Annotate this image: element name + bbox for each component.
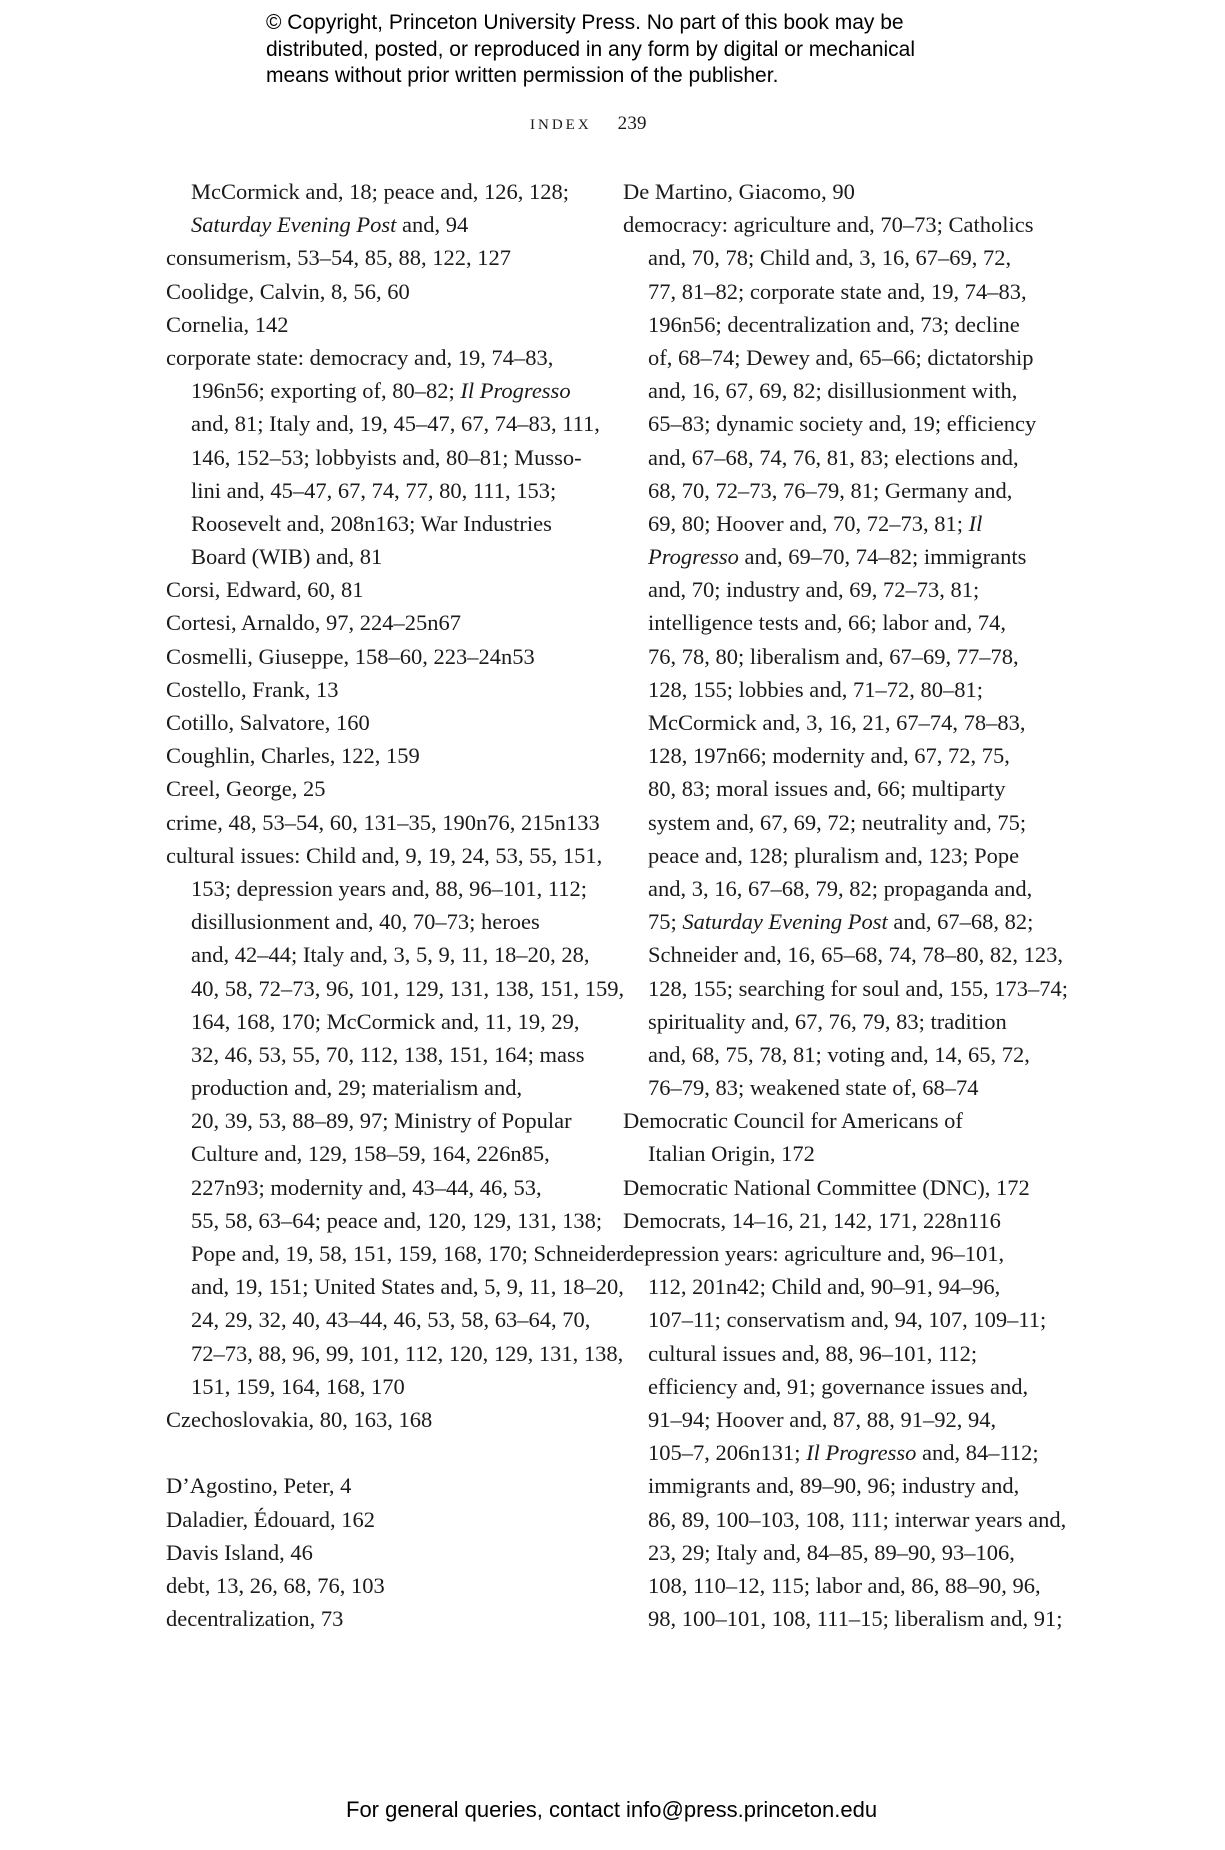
index-line: Schneider and, 16, 65–68, 74, 78–80, 82, 123, — [648, 942, 1063, 968]
index-line: Corsi, Edward, 60, 81 — [166, 577, 364, 603]
index-line: Culture and, 129, 158–59, 164, 226n85, — [191, 1141, 550, 1167]
index-line: Democrats, 14–16, 21, 142, 171, 228n116 — [623, 1207, 1001, 1233]
index-line: cultural issues: Child and, 9, 19, 24, 53, 55, 151, — [166, 842, 603, 868]
index-line: 128, 197n66; modernity and, 67, 72, 75, — [648, 743, 1010, 769]
index-text: 75; — [648, 909, 683, 935]
index-line: Democratic National Committee (DNC), 172 — [623, 1174, 1030, 1200]
index-gap — [166, 1436, 586, 1469]
index-line: 55, 58, 63–64; peace and, 120, 129, 131, 138; — [191, 1207, 603, 1233]
index-line: and, 70, 78; Child and, 3, 16, 67–69, 72, — [648, 245, 1012, 271]
index-text: and, 67–68, 82; — [887, 909, 1034, 935]
index-column-left — [166, 175, 625, 1635]
page-number: 239 — [617, 113, 647, 134]
index-line: decentralization, 73 — [166, 1606, 344, 1632]
index-line: efficiency and, 91; governance issues and, — [648, 1373, 1029, 1399]
copyright-notice — [266, 10, 1066, 90]
copyright-line: distributed, posted, or reproduced in any form by digital or mechanical — [266, 37, 916, 61]
index-line: and, 70; industry and, 69, 72–73, 81; — [648, 577, 980, 603]
index-line: 146, 152–53; lobbyists and, 80–81; Musso- — [191, 444, 582, 470]
index-line: 23, 29; Italy and, 84–85, 89–90, 93–106, — [648, 1539, 1015, 1565]
index-line: intelligence tests and, 66; labor and, 74, — [648, 610, 1007, 636]
index-line: 76, 78, 80; liberalism and, 67–69, 77–78, — [648, 643, 1019, 669]
running-header — [530, 113, 647, 135]
copyright-line: © Copyright, Princeton University Press. No part of this book may be — [266, 11, 904, 34]
index-line: Davis Island, 46 — [166, 1539, 313, 1565]
index-column-right — [623, 175, 1068, 1635]
header-label: INDEX — [530, 117, 592, 133]
index-line: crime, 48, 53–54, 60, 131–35, 190n76, 215n133 — [166, 809, 600, 835]
index-italic-title: Progresso — [648, 544, 739, 570]
index-line: Roosevelt and, 208n163; War Industries — [191, 510, 552, 536]
index-line: consumerism, 53–54, 85, 88, 122, 127 — [166, 245, 511, 271]
index-italic-title: Il Progresso — [460, 378, 571, 404]
index-line — [623, 540, 1043, 573]
index-line: Board (WIB) and, 81 — [191, 544, 383, 570]
index-line: and, 81; Italy and, 19, 45–47, 67, 74–83, 111, — [191, 411, 600, 437]
index-line: 153; depression years and, 88, 96–101, 112; — [191, 875, 587, 901]
index-line: depression years: agriculture and, 96–101, — [623, 1241, 1005, 1266]
index-line: 107–11; conservatism and, 94, 107, 109–11; — [648, 1307, 1047, 1333]
index-line: and, 68, 75, 78, 81; voting and, 14, 65, 72, — [648, 1041, 1030, 1067]
index-line: Cotillo, Salvatore, 160 — [166, 710, 370, 735]
index-line: debt, 13, 26, 68, 76, 103 — [166, 1572, 385, 1598]
index-italic-title: Il Progresso — [806, 1440, 917, 1466]
index-line: and, 16, 67, 69, 82; disillusionment with, — [648, 378, 1018, 404]
index-line: Costello, Frank, 13 — [166, 676, 339, 702]
index-line: Democratic Council for Americans of — [623, 1108, 963, 1134]
index-line: 98, 100–101, 108, 111–15; liberalism and, 91; — [648, 1606, 1063, 1632]
index-line — [166, 374, 586, 407]
index-line: 72–73, 88, 96, 99, 101, 112, 120, 129, 131, 138, — [191, 1340, 624, 1366]
index-line: 76–79, 83; weakened state of, 68–74 — [648, 1075, 979, 1101]
index-line: and, 42–44; Italy and, 3, 5, 9, 11, 18–20, 28, — [191, 942, 590, 968]
index-line: Italian Origin, 172 — [648, 1141, 815, 1167]
copyright-line: means without prior written permission of the publisher. — [266, 64, 779, 87]
index-text: and, 69–70, 74–82; immigrants — [738, 544, 1027, 570]
index-line: De Martino, Giacomo, 90 — [623, 179, 855, 204]
index-line — [623, 905, 1043, 938]
index-line: 80, 83; moral issues and, 66; multiparty — [648, 776, 1006, 802]
index-line: 112, 201n42; Child and, 90–91, 94–96, — [648, 1274, 1001, 1300]
index-line: Cortesi, Arnaldo, 97, 224–25n67 — [166, 610, 461, 636]
index-line: 151, 159, 164, 168, 170 — [191, 1373, 405, 1399]
index-line: 128, 155; lobbies and, 71–72, 80–81; — [648, 676, 983, 702]
index-line: 128, 155; searching for soul and, 155, 173–74; — [648, 975, 1068, 1001]
index-line: lini and, 45–47, 67, 74, 77, 80, 111, 153; — [191, 477, 557, 503]
index-line: and, 67–68, 74, 76, 81, 83; elections and, — [648, 444, 1019, 470]
index-line: 86, 89, 100–103, 108, 111; interwar years and, — [648, 1506, 1067, 1532]
index-line: disillusionment and, 40, 70–73; heroes — [191, 909, 540, 935]
index-line: and, 3, 16, 67–68, 79, 82; propaganda and, — [648, 875, 1033, 901]
index-line: Pope and, 19, 58, 151, 159, 168, 170; Schneider — [191, 1241, 624, 1266]
index-line: 108, 110–12, 115; labor and, 86, 88–90, 96, — [648, 1572, 1041, 1598]
index-line: cultural issues and, 88, 96–101, 112; — [648, 1340, 978, 1366]
index-line: Daladier, Édouard, 162 — [166, 1506, 376, 1532]
index-line: production and, 29; materialism and, — [191, 1075, 523, 1101]
index-italic-title: Saturday Evening Post — [191, 212, 397, 238]
index-italic-title: Il — [968, 510, 983, 536]
index-line: Creel, George, 25 — [166, 776, 326, 802]
index-line: corporate state: democracy and, 19, 74–83, — [166, 344, 554, 370]
index-line: and, 19, 151; United States and, 5, 9, 11, 18–20, — [191, 1274, 624, 1300]
index-line: Cornelia, 142 — [166, 311, 289, 337]
index-line: 196n56; decentralization and, 73; decline — [648, 311, 1020, 337]
index-line: 24, 29, 32, 40, 43–44, 46, 53, 58, 63–64, 70, — [191, 1307, 591, 1333]
index-line: system and, 67, 69, 72; neutrality and, 75; — [648, 809, 1027, 835]
index-line: 91–94; Hoover and, 87, 88, 91–92, 94, — [648, 1406, 997, 1432]
index-line: of, 68–74; Dewey and, 65–66; dictatorship — [648, 344, 1034, 370]
index-text: 196n56; exporting of, 80–82; — [191, 378, 461, 404]
index-line: 20, 39, 53, 88–89, 97; Ministry of Popular — [191, 1108, 572, 1134]
index-text: 105–7, 206n131; — [648, 1440, 807, 1466]
index-text: and, 84–112; — [916, 1440, 1039, 1466]
index-line: peace and, 128; pluralism and, 123; Pope — [648, 842, 1020, 868]
index-line: 227n93; modernity and, 43–44, 46, 53, — [191, 1174, 542, 1200]
index-line: 68, 70, 72–73, 76–79, 81; Germany and, — [648, 477, 1013, 503]
index-line: D’Agostino, Peter, 4 — [166, 1473, 352, 1499]
index-line: McCormick and, 3, 16, 21, 67–74, 78–83, — [648, 710, 1026, 735]
index-line: 77, 81–82; corporate state and, 19, 74–83, — [648, 278, 1027, 304]
index-italic-title: Saturday Evening Post — [682, 909, 888, 935]
index-line: Czechoslovakia, 80, 163, 168 — [166, 1406, 433, 1432]
index-line: 65–83; dynamic society and, 19; efficiency — [648, 411, 1037, 437]
index-line: 164, 168, 170; McCormick and, 11, 19, 29, — [191, 1008, 580, 1034]
index-line: immigrants and, 89–90, 96; industry and, — [648, 1473, 1020, 1499]
index-line: 32, 46, 53, 55, 70, 112, 138, 151, 164; mass — [191, 1041, 585, 1067]
index-line — [623, 507, 1043, 540]
index-line: democracy: agriculture and, 70–73; Catholics — [623, 212, 1034, 238]
index-line: Cosmelli, Giuseppe, 158–60, 223–24n53 — [166, 643, 535, 669]
index-line — [166, 208, 586, 241]
index-text: 69, 80; Hoover and, 70, 72–73, 81; — [648, 510, 969, 536]
index-line: McCormick and, 18; peace and, 126, 128; — [191, 179, 570, 204]
index-line: spirituality and, 67, 76, 79, 83; tradition — [648, 1008, 1007, 1034]
index-line: Coolidge, Calvin, 8, 56, 60 — [166, 278, 410, 304]
index-line: Coughlin, Charles, 122, 159 — [166, 743, 420, 769]
index-line — [623, 1436, 1043, 1469]
footer-contact: For general queries, contact info@press.princeton.edu — [346, 1797, 878, 1822]
index-line: 40, 58, 72–73, 96, 101, 129, 131, 138, 151, 159, — [191, 975, 625, 1001]
index-text: and, 94 — [396, 212, 469, 238]
